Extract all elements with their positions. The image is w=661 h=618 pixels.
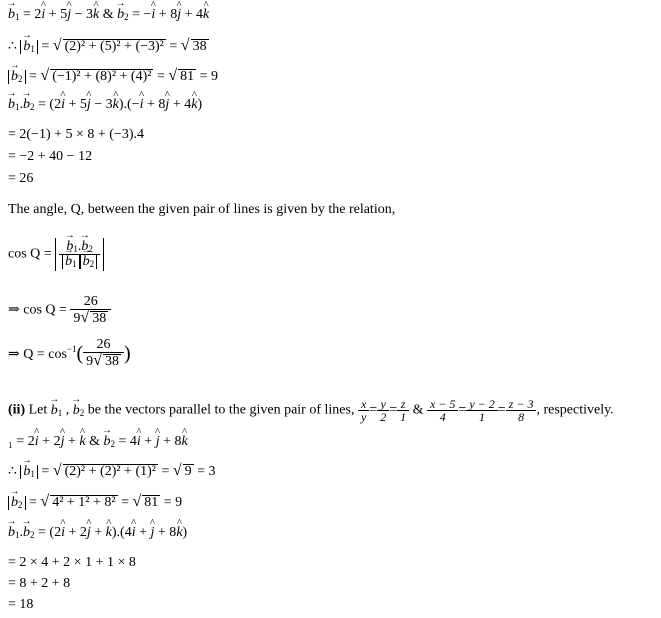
eq-dot-product: → $b_1.\to b_2$ = (2^ i + 5^ j − 3^ k).(−^ i + 8^ j + 4^ k) bbox=[8, 98, 202, 112]
eq-step-2: = −2 + 40 − 12 bbox=[8, 149, 93, 164]
eq2-b1-b2-def: ₁ = 2^ i + 2^ j + ^ k & → $b_2$ = 4^ i + ^ j + 8^ k bbox=[8, 435, 188, 449]
eq2-dot-product: → $b_1.\to b_2$ = (2^ i + 2^ j + ^ k).(4^ i + ^ j + 8^ k) bbox=[8, 526, 187, 540]
eq-step-1: = 2(−1) + 5 × 8 + (−3).4 bbox=[8, 127, 145, 142]
eq-b2-magnitude: → $b_2$ = √ (−1)² + (8)² + (4)² = √ 81 = 9 bbox=[8, 68, 218, 84]
part2-intro: (ii) Let → $b_1$ , → $b_2$ be the vectors parallel to the given pair of lines, $\frac{x}{y}$ = $\frac{y}{2}$ = $\frac{z}{1}$ & $\frac{x - 5}{4}$ = $\frac{y - 2}{1}$ = $\frac{z - 3}{8}$ , respectively. bbox=[8, 398, 614, 423]
eq-cos-value: ⇒ cos Q = $\frac{26}{9√ 38}$ bbox=[8, 295, 111, 326]
eq2-step-2: = 8 + 2 + 8 bbox=[8, 576, 71, 591]
eq-step-3: = 26 bbox=[8, 171, 34, 186]
eq-b1-b2-def: → $b_1$ = 2^ i + 5^ j − 3^ k & → $b_2$ = −^ i + 8^ j + 4^ k bbox=[8, 8, 209, 22]
eq2-step-1: = 2 × 4 + 2 × 1 + 1 × 8 bbox=[8, 555, 136, 570]
eq-cos-relation: cos Q = → $b_1.\to b_2$ → $b_1\to b_2$ bbox=[8, 238, 104, 271]
eq-b1-magnitude: ∴ → $b_1$ = √ (2)² + (5)² + (−3)² = √ 38 bbox=[8, 38, 209, 54]
eq2-b1-magnitude: ∴ → $b_1$ = √ (2)² + (2)² + (1)² = √ 9 = 3 bbox=[8, 463, 216, 479]
eq2-step-3: = 18 bbox=[8, 597, 34, 612]
prose-angle: The angle, Q, between the given pair of lines is given by the relation, bbox=[8, 202, 396, 217]
eq-q-value: ⇒ $Q = \cos^{-1}$( $\frac{26}{9√ 38}$ ) bbox=[8, 337, 131, 369]
eq2-b2-magnitude: → $b_2$ = √ 4² + 1² + 8² = √ 81 = 9 bbox=[8, 494, 182, 510]
